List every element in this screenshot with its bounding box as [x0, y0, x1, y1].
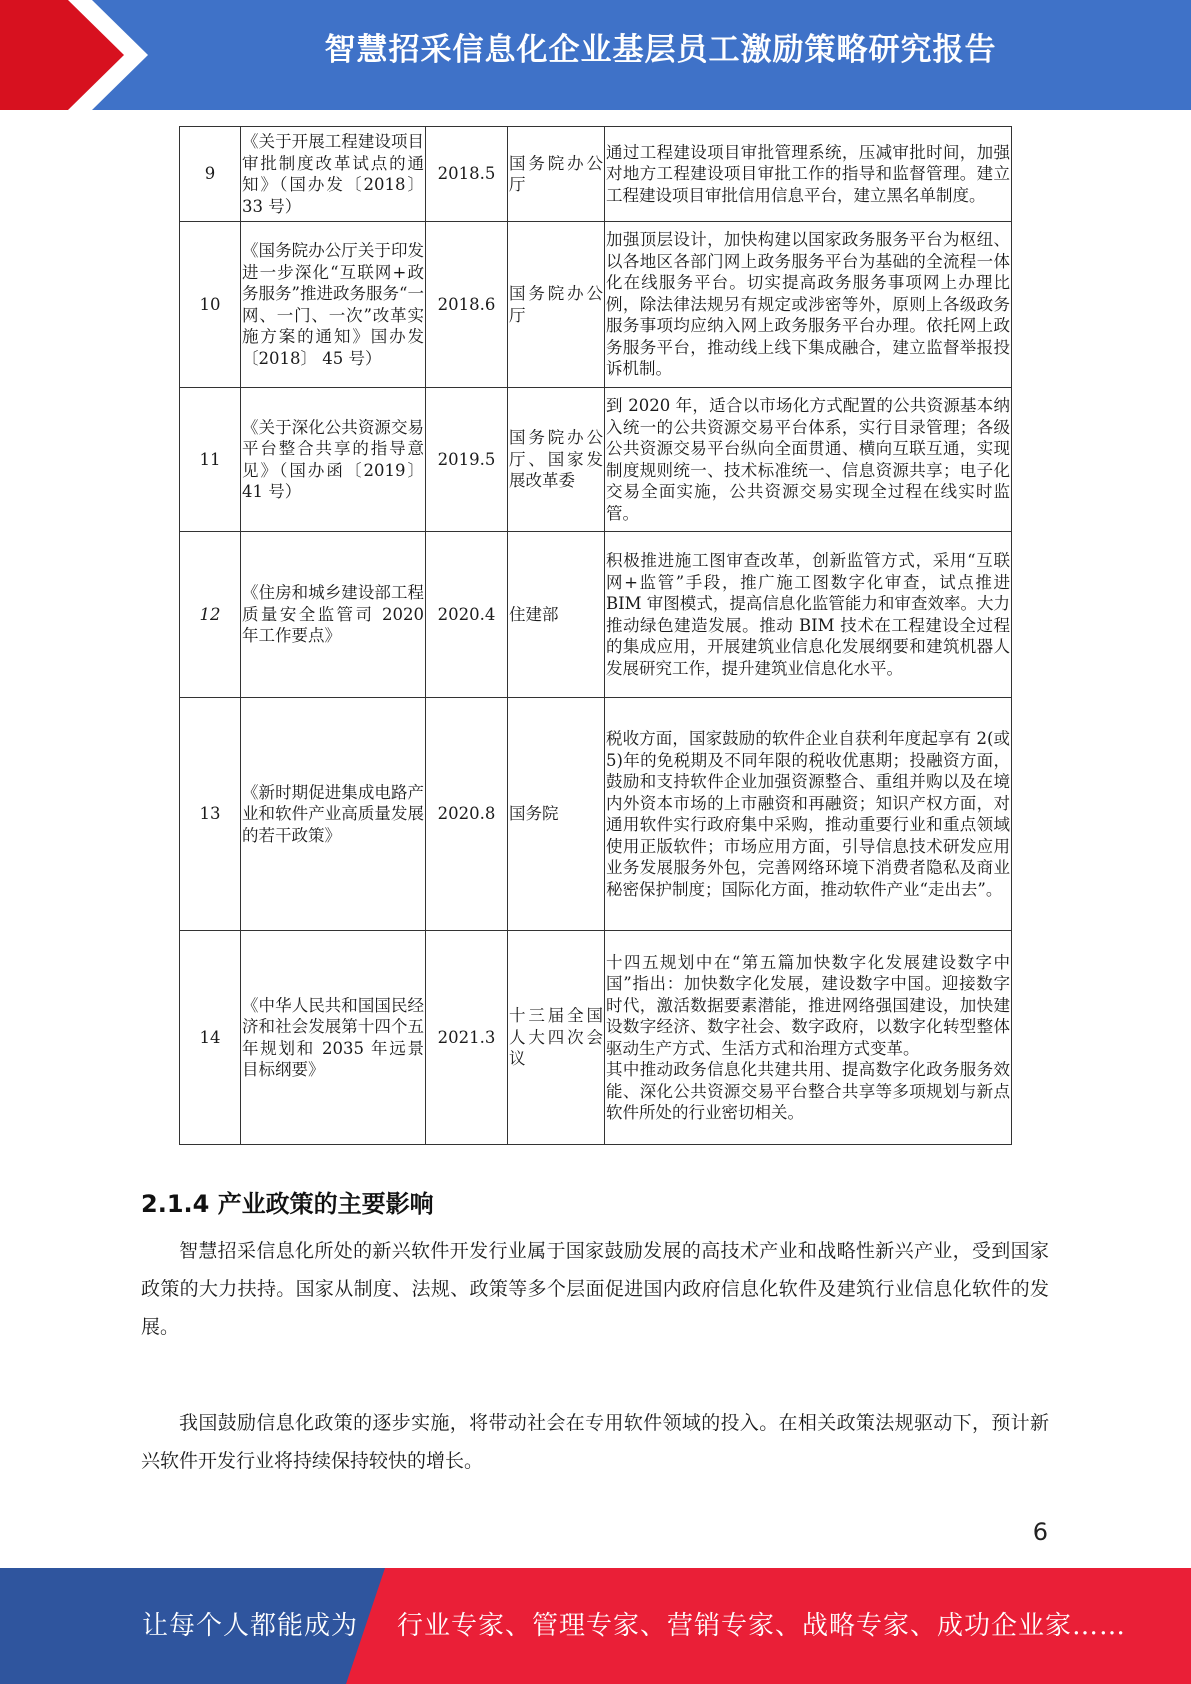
issue-date: 2019.5 — [426, 388, 508, 532]
policy-name: 《国务院办公厅关于印发进一步深化“互联网+政务服务”推进政务服务“一网、一门、一次”改革实施方案的通知》国办发〔2018〕 45 号） — [241, 222, 426, 388]
header-arrow-icon — [0, 0, 160, 110]
row-number: 11 — [180, 388, 241, 532]
page-header — [0, 0, 1191, 110]
table-row — [180, 931, 1012, 1145]
policy-name: 《住房和城乡建设部工程质量安全监管司 2020 年工作要点》 — [241, 532, 426, 698]
policy-content: 通过工程建设项目审批管理系统，压减审批时间，加强对地方工程建设项目审批工作的指导和监督管理。建立工程建设项目审批信用信息平台，建立黑名单制度。 — [605, 127, 1012, 222]
footer-slogan-right: 行业专家、管理专家、营销专家、战略专家、成功企业家…… — [397, 1611, 1127, 1641]
policy-content: 到 2020 年，适合以市场化方式配置的公共资源基本纳入统一的公共资源交易平台体系，实行目录管理；各级公共资源交易平台纵向全面贯通、横向互联互通，实现制度规则统一、技术标准统一、信息资源共享；电子化交易全面实施，公共资源交易实现全过程在线实时监管。 — [605, 388, 1012, 532]
policy-name: 《关于深化公共资源交易平台整合共享的指导意见》（国办函〔2019〕 41 号） — [241, 388, 426, 532]
row-number: 9 — [180, 127, 241, 222]
policy-table — [179, 126, 1012, 1145]
issuing-department: 国务院办公厅 — [508, 222, 605, 388]
policy-name: 《中华人民共和国国民经济和社会发展第十四个五年规划和 2035 年远景目标纲要》 — [241, 931, 426, 1145]
table-row — [180, 698, 1012, 931]
issuing-department: 十三届全国人大四次会议 — [508, 931, 605, 1145]
footer-slogan-left: 让每个人都能成为 — [142, 1611, 359, 1641]
row-number: 12 — [180, 532, 241, 698]
table-row — [180, 388, 1012, 532]
issue-date: 2020.4 — [426, 532, 508, 698]
row-number: 14 — [180, 931, 241, 1145]
table-row — [180, 222, 1012, 388]
report-title: 智慧招采信息化企业基层员工激励策略研究报告 — [324, 32, 997, 68]
issue-date: 2018.6 — [426, 222, 508, 388]
issue-date: 2018.5 — [426, 127, 508, 222]
table-row — [180, 127, 1012, 222]
policy-content: 积极推进施工图审查改革，创新监管方式，采用“互联网+监管”手段，推广施工图数字化审查，试点推进 BIM 审图模式，提高信息化监管能力和审查效率。大力推动绿色建造发展。推动 BIM 技术在工程建设全过程的集成应用，开展建筑业信息化发展纲要和建筑机器人发展研究工作，提升建筑业信息化水平。 — [605, 532, 1012, 698]
section-heading: 2.1.4 产业政策的主要影响 — [141, 1190, 434, 1218]
body-paragraph: 智慧招采信息化所处的新兴软件开发行业属于国家鼓励发展的高技术产业和战略性新兴产业，受到国家政策的大力扶持。国家从制度、法规、政策等多个层面促进国内政府信息化软件及建筑行业信息化软件的发展。 — [141, 1240, 1049, 1338]
row-number: 13 — [180, 698, 241, 931]
policy-content: 加强顶层设计，加快构建以国家政务服务平台为枢纽、以各地区各部门网上政务服务平台为基础的全流程一体化在线服务平台。切实提高政务服务事项网上办理比例，除法律法规另有规定或涉密等外，原则上各级政务服务事项均应纳入网上政务服务平台办理。依托网上政务服务平台，推动线上线下集成融合，建立监督举报投诉机制。 — [605, 222, 1012, 388]
policy-content — [605, 931, 1012, 1145]
issuing-department: 国务院办公厅、国家发展改革委 — [508, 388, 605, 532]
issuing-department: 住建部 — [508, 532, 605, 698]
policy-content-paragraph: 十四五规划中在“第五篇加快数字化发展建设数字中国”指出：加快数字化发展，建设数字中国。迎接数字时代，激活数据要素潜能，推进网络强国建设，加快建设数字经济、数字社会、数字政府，以数字化转型整体驱动生产方式、生活方式和治理方式变革。 — [606, 952, 1010, 1058]
table-row — [180, 532, 1012, 698]
policy-name: 《新时期促进集成电路产业和软件产业高质量发展的若干政策》 — [241, 698, 426, 931]
body-paragraph: 我国鼓励信息化政策的逐步实施，将带动社会在专用软件领域的投入。在相关政策法规驱动下，预计新兴软件开发行业将持续保持较快的增长。 — [141, 1412, 1049, 1472]
row-number: 10 — [180, 222, 241, 388]
issue-date: 2020.8 — [426, 698, 508, 931]
issuing-department: 国务院 — [508, 698, 605, 931]
policy-content-paragraph: 其中推动政务信息化共建共用、提高数字化政务服务效能、深化公共资源交易平台整合共享等多项规划与新点软件所处的行业密切相关。 — [606, 1060, 1010, 1122]
issue-date: 2021.3 — [426, 931, 508, 1145]
issuing-department: 国务院办公厅 — [508, 127, 605, 222]
page-number: 6 — [1032, 1518, 1048, 1546]
policy-name: 《关于开展工程建设项目审批制度改革试点的通知》（国办发〔2018〕 33 号） — [241, 127, 426, 222]
policy-content: 税收方面，国家鼓励的软件企业自获利年度起享有 2(或 5)年的免税期及不同年限的税收优惠期；投融资方面，鼓励和支持软件企业加强资源整合、重组并购以及在境内外资本市场的上市融资和再融资；知识产权方面，对通用软件实行政府集中采购，推动重要行业和重点领域使用正版软件；市场应用方面，引导信息技术研发应用业务发展服务外包，完善网络环境下消费者隐私及商业秘密保护制度；国际化方面，推动软件产业“走出去”。 — [605, 698, 1012, 931]
page-footer — [0, 1568, 1191, 1684]
